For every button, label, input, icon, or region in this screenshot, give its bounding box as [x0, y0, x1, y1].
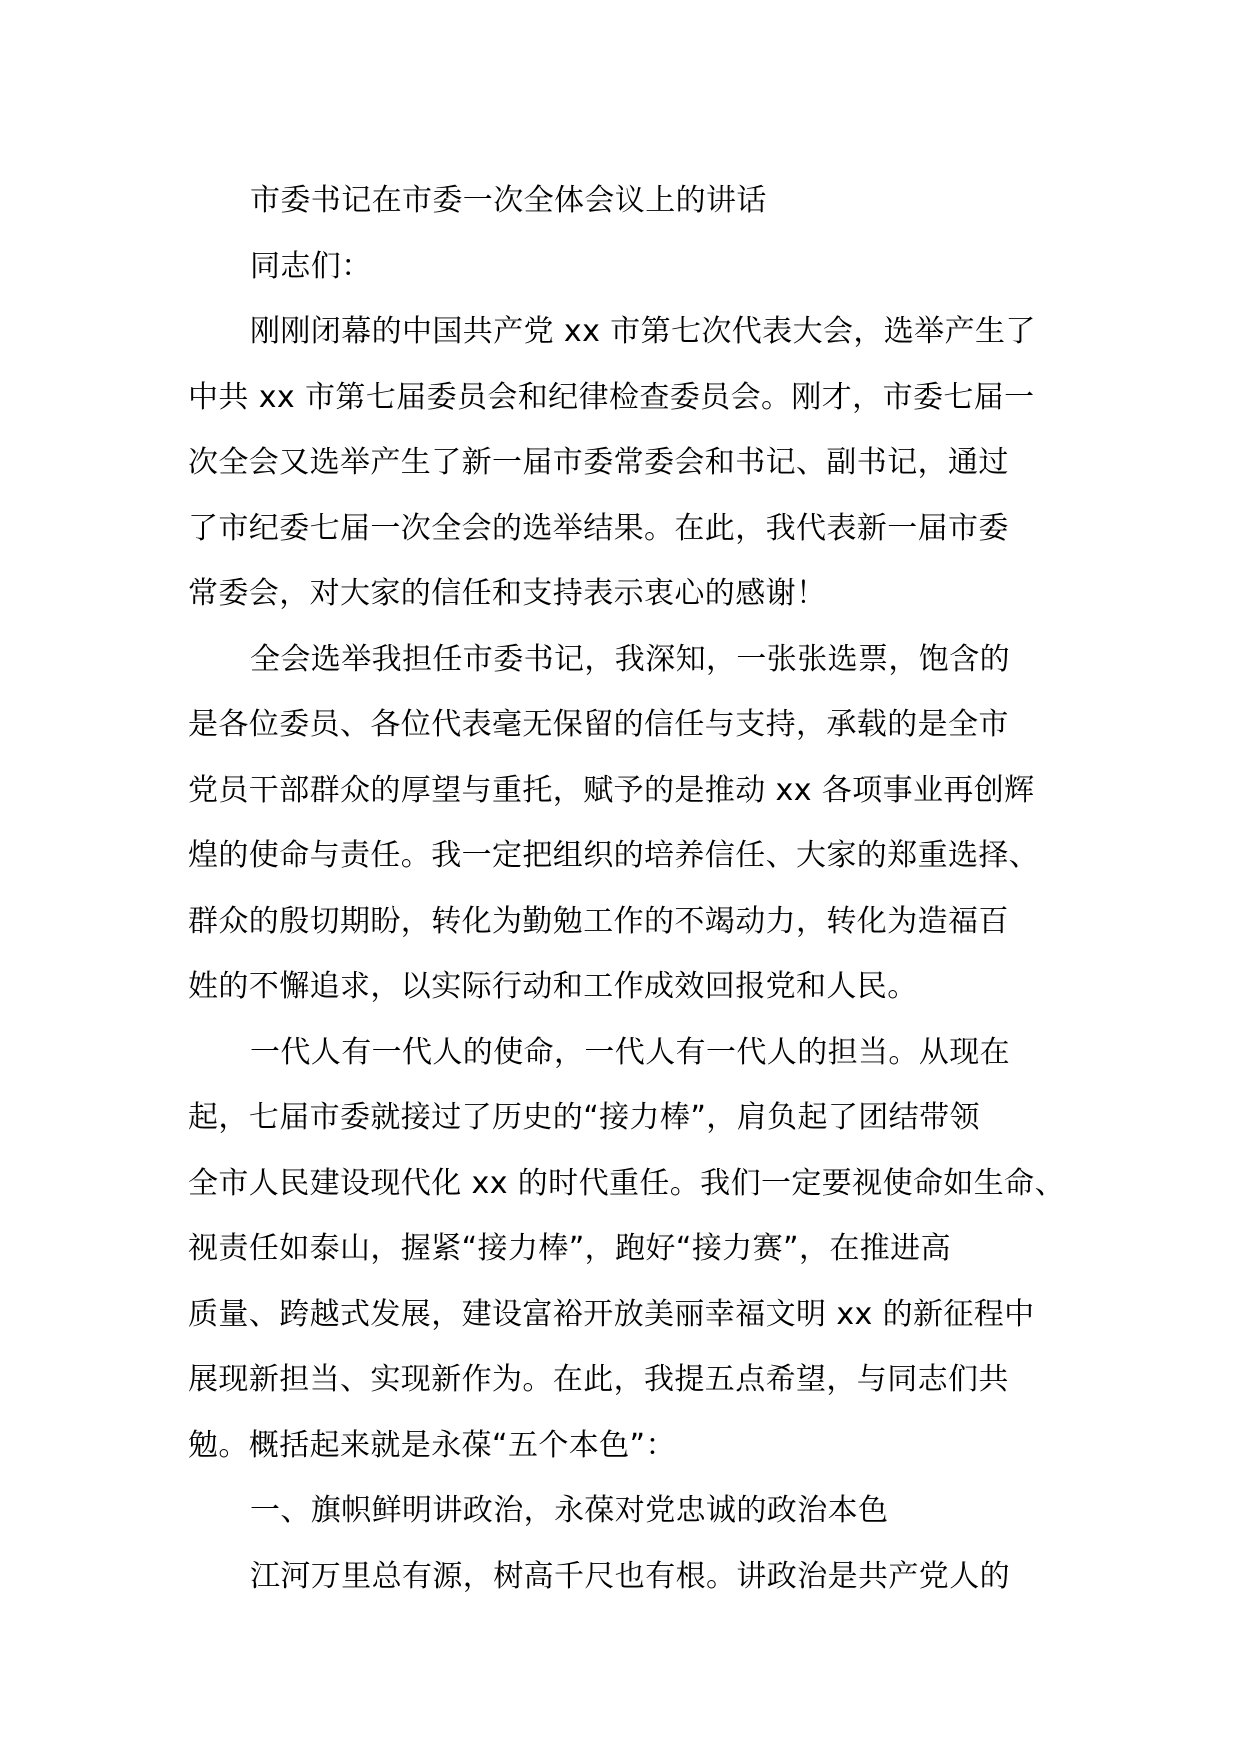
body-line: 是各位委员、各位代表毫无保留的信任与支持，承载的是全市 [188, 707, 1009, 742]
body-line: 刚刚闭幕的中国共产党 xx 市第七次代表大会，选举产生了 [250, 314, 1036, 349]
body-line: 常委会，对大家的信任和支持表示衷心的感谢！ [188, 576, 827, 611]
body-line: 姓的不懈追求，以实际行动和工作成效回报党和人民。 [188, 969, 918, 1004]
body-line: 煌的使命与责任。我一定把组织的培养信任、大家的郑重选择、 [188, 838, 1040, 873]
body-line: 全会选举我担任市委书记，我深知，一张张选票，饱含的 [250, 641, 1010, 677]
body-line: 起，七届市委就接过了历史的“接力棒”，肩负起了团结带领 [188, 1100, 980, 1135]
body-line: 视责任如泰山，握紧“接力棒”，跑好“接力赛”，在推进高 [188, 1231, 951, 1266]
body-line: 质量、跨越式发展，建设富裕开放美丽幸福文明 xx 的新征程中 [188, 1296, 1035, 1332]
body-line: 群众的殷切期盼，转化为勤勉工作的不竭动力，转化为造福百 [188, 903, 1009, 939]
speech-body [188, 168, 1068, 1609]
section-heading: 一、旗帜鲜明讲政治，永葆对党忠诚的政治本色 [250, 1493, 889, 1528]
body-line: 全市人民建设现代化 xx 的时代重任。我们一定要视使命如生命、 [188, 1165, 1065, 1201]
document-title: 市委书记在市委一次全体会议上的讲话 [250, 183, 767, 218]
body-line: 了市纪委七届一次全会的选举结果。在此，我代表新一届市委 [188, 510, 1009, 546]
body-line: 展现新担当、实现新作为。在此，我提五点希望，与同志们共 [188, 1362, 1009, 1397]
body-line: 一代人有一代人的使命，一代人有一代人的担当。从现在 [250, 1034, 1010, 1070]
salutation: 同志们： [250, 248, 372, 284]
body-line: 党员干部群众的厚望与重托，赋予的是推动 xx 各项事业再创辉 [188, 772, 1035, 808]
body-line: 勉。概括起来就是永葆“五个本色”： [188, 1427, 676, 1463]
body-line: 次全会又选举产生了新一届市委常委会和书记、副书记，通过 [188, 445, 1009, 480]
body-line: 江河万里总有源，树高千尺也有根。讲政治是共产党人的 [250, 1558, 1010, 1594]
body-line: 中共 xx 市第七届委员会和纪律检查委员会。刚才，市委七届一 [188, 379, 1035, 415]
